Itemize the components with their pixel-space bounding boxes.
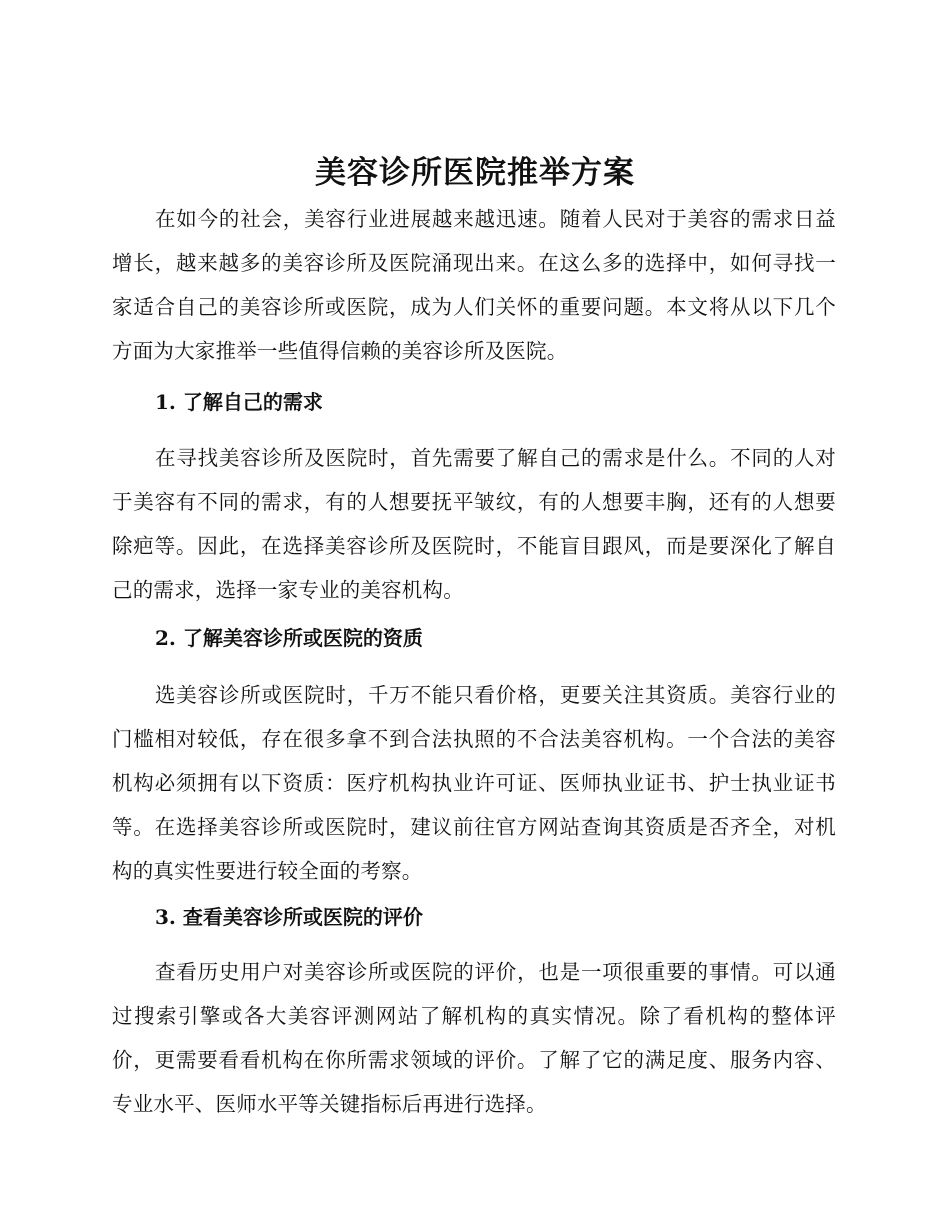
section-heading-2: 2. 了解美容诊所或医院的资质 xyxy=(155,626,423,650)
document-title: 美容诊所医院推举方案 xyxy=(315,155,635,191)
intro-paragraph: 在如今的社会，美容行业进展越来越迅速。随着人民对于美容的需求日益增长，越来越多的美容诊所及医院涌现出来。在这么多的选择中，如何寻找一家适合自己的美容诊所或医院，成为人们关怀的重要问题。本文将从以下几个方面为大家推举一些值得信赖的美容诊所及医院。 xyxy=(112,207,836,363)
section-body-2: 选美容诊所或医院时，千万不能只看价格，更要关注其资质。美容行业的门槛相对较低，存在很多拿不到合法执照的不合法美容机构。一个合法的美容机构必须拥有以下资质：医疗机构执业许可证、医师执业证书、护士执业证书等。在选择美容诊所或医院时，建议前往官方网站查询其资质是否齐全，对机构的真实性要进行较全面的考察。 xyxy=(112,683,836,883)
section-heading-1: 1. 了解自己的需求 xyxy=(155,390,323,414)
section-body-3: 查看历史用户对美容诊所或医院的评价，也是一项很重要的事情。可以通过搜索引擎或各大美容评测网站了解机构的真实情况。除了看机构的整体评价，更需要看看机构在你所需求领域的评价。了解了它的满足度、服务内容、专业水平、医师水平等关键指标后再进行选择。 xyxy=(112,960,836,1116)
section-body-1: 在寻找美容诊所及医院时，首先需要了解自己的需求是什么。不同的人对于美容有不同的需求，有的人想要抚平皱纹，有的人想要丰胸，还有的人想要除疤等。因此，在选择美容诊所及医院时，不能盲目跟风，而是要深化了解自己的需求，选择一家专业的美容机构。 xyxy=(112,446,836,602)
section-heading-3: 3. 查看美容诊所或医院的评价 xyxy=(155,905,423,929)
